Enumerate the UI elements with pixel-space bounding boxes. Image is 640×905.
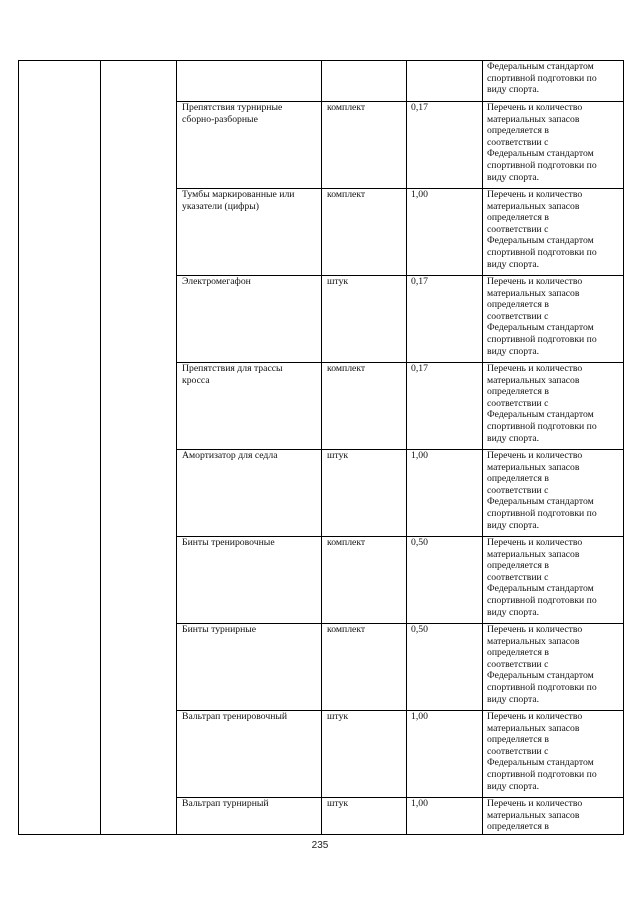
cell-quantity <box>407 624 483 711</box>
quantity-text: 0,17 <box>411 276 428 287</box>
note-text: Федеральным стандартом спортивной подготовки по виду спорта. <box>487 61 597 96</box>
cell-item-name <box>177 537 322 624</box>
cell-note <box>483 276 624 363</box>
quantity-text: 0,17 <box>411 102 428 113</box>
cell-unit <box>322 102 407 189</box>
quantity-text: 1,00 <box>411 450 428 461</box>
cell-item-name <box>177 798 322 835</box>
unit-text: штук <box>327 276 349 287</box>
cell-quantity <box>407 363 483 450</box>
cell-unit <box>322 363 407 450</box>
unit-text: штук <box>327 798 349 809</box>
note-text: Перечень и количество материальных запасов определяется в <box>487 798 583 833</box>
quantity-text: 1,00 <box>411 189 428 200</box>
merged-cell-category <box>101 61 177 835</box>
quantity-text: 0,17 <box>411 363 428 374</box>
cell-note <box>483 537 624 624</box>
quantity-text: 0,50 <box>411 537 428 548</box>
cell-note <box>483 711 624 798</box>
cell-item-name <box>177 276 322 363</box>
unit-text: комплект <box>327 189 366 200</box>
table-row <box>19 61 624 102</box>
cell-unit <box>322 624 407 711</box>
note-text: Перечень и количество материальных запасов определяется в соответствии с Федеральным стандартом спортивной подготовки по виду спорта. <box>487 537 597 618</box>
cell-quantity <box>407 61 483 102</box>
merged-cell-number <box>19 61 101 835</box>
unit-text: комплект <box>327 624 366 635</box>
cell-item-name <box>177 363 322 450</box>
cell-unit <box>322 189 407 276</box>
cell-note <box>483 61 624 102</box>
unit-text: комплект <box>327 102 366 113</box>
note-text: Перечень и количество материальных запасов определяется в соответствии с Федеральным стандартом спортивной подготовки по виду спорта. <box>487 189 597 270</box>
cell-note <box>483 624 624 711</box>
item-name-text: Вальтрап тренировочный <box>182 711 288 722</box>
cell-note <box>483 363 624 450</box>
note-text: Перечень и количество материальных запасов определяется в соответствии с Федеральным стандартом спортивной подготовки по виду спорта. <box>487 276 597 357</box>
item-name-text: Препятствия турнирные сборно-разборные <box>182 102 283 125</box>
cell-quantity <box>407 276 483 363</box>
note-text: Перечень и количество материальных запасов определяется в соответствии с Федеральным стандартом спортивной подготовки по виду спорта. <box>487 711 597 792</box>
equipment-table <box>18 60 624 835</box>
cell-item-name <box>177 102 322 189</box>
unit-text: штук <box>327 450 349 461</box>
cell-item-name <box>177 61 322 102</box>
quantity-text: 1,00 <box>411 798 428 809</box>
cell-note <box>483 189 624 276</box>
cell-item-name <box>177 450 322 537</box>
item-name-text: Бинты турнирные <box>182 624 257 635</box>
cell-unit <box>322 711 407 798</box>
cell-unit <box>322 61 407 102</box>
cell-quantity <box>407 537 483 624</box>
cell-unit <box>322 798 407 835</box>
cell-item-name <box>177 711 322 798</box>
cell-note <box>483 798 624 835</box>
cell-quantity <box>407 102 483 189</box>
cell-item-name <box>177 624 322 711</box>
cell-unit <box>322 450 407 537</box>
cell-quantity <box>407 798 483 835</box>
item-name-text: Электромегафон <box>182 276 251 287</box>
cell-unit <box>322 537 407 624</box>
item-name-text: Тумбы маркированные или указатели (цифры) <box>182 189 295 212</box>
cell-note <box>483 450 624 537</box>
quantity-text: 1,00 <box>411 711 428 722</box>
unit-text: комплект <box>327 537 366 548</box>
note-text: Перечень и количество материальных запасов определяется в соответствии с Федеральным стандартом спортивной подготовки по виду спорта. <box>487 363 597 444</box>
quantity-text: 0,50 <box>411 624 428 635</box>
note-text: Перечень и количество материальных запасов определяется в соответствии с Федеральным стандартом спортивной подготовки по виду спорта. <box>487 102 597 183</box>
item-name-text: Вальтрап турнирный <box>182 798 269 809</box>
item-name-text: Амортизатор для седла <box>182 450 278 461</box>
item-name-text: Бинты тренировочные <box>182 537 275 548</box>
note-text: Перечень и количество материальных запасов определяется в соответствии с Федеральным стандартом спортивной подготовки по виду спорта. <box>487 450 597 531</box>
cell-quantity <box>407 711 483 798</box>
cell-quantity <box>407 450 483 537</box>
note-text: Перечень и количество материальных запасов определяется в соответствии с Федеральным стандартом спортивной подготовки по виду спорта. <box>487 624 597 705</box>
cell-item-name <box>177 189 322 276</box>
cell-quantity <box>407 189 483 276</box>
item-name-text: Препятствия для трассы кросса <box>182 363 283 386</box>
unit-text: штук <box>327 711 349 722</box>
cell-unit <box>322 276 407 363</box>
cell-note <box>483 102 624 189</box>
page-number: 235 <box>311 840 329 851</box>
unit-text: комплект <box>327 363 366 374</box>
